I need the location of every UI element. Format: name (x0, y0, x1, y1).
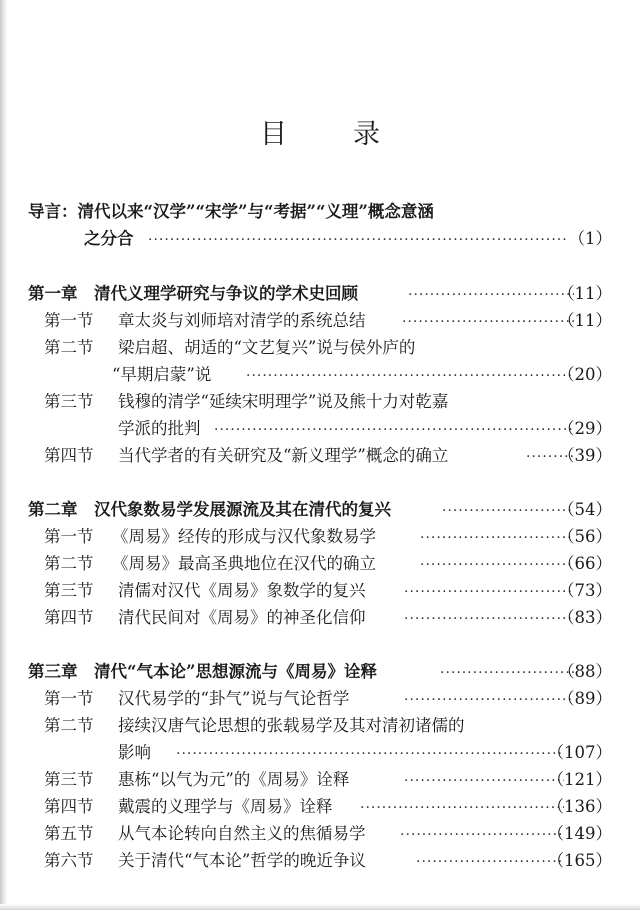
section-title-continued: 学派的批判 (118, 419, 201, 438)
page-number: （66） (558, 554, 612, 573)
toc-entry-section-continued[interactable] (0, 742, 640, 764)
toc-entry-chapter1[interactable] (0, 283, 640, 305)
page-number: （89） (558, 689, 612, 708)
toc-entry-chapter3[interactable] (0, 661, 640, 683)
toc-entry-section[interactable] (0, 715, 640, 737)
leader-dots (404, 688, 574, 710)
section-number: 第二节 (44, 716, 94, 735)
toc-entry-section[interactable] (0, 688, 640, 710)
toc-entry-section[interactable] (0, 310, 640, 332)
toc-entry-section[interactable] (0, 391, 640, 413)
leader-dots (420, 553, 574, 575)
chapter-title: 第三章 清代“气本论”思想源流与《周易》诠释 (28, 662, 377, 681)
section-number: 第三节 (44, 581, 94, 600)
leader-dots (442, 499, 574, 521)
page-number: （107） (547, 743, 612, 762)
page-number: （54） (558, 500, 612, 519)
section-title: 汉代易学的“卦气”说与气论哲学 (118, 689, 350, 708)
section-title: 当代学者的有关研究及“新义理学”概念的确立 (118, 446, 449, 465)
leader-dots (402, 310, 574, 332)
section-title: 梁启超、胡适的“文艺复兴”说与侯外庐的 (118, 338, 416, 357)
page-number: （121） (547, 770, 612, 789)
page-number: （149） (547, 824, 612, 843)
page-number: （11） (558, 284, 612, 303)
chapter-title: 第一章 清代义理学研究与争议的学术史回顾 (28, 284, 358, 303)
toc-entry-section-continued[interactable] (0, 418, 640, 440)
section-title: 接续汉唐气论思想的张载易学及其对清初诸儒的 (118, 716, 465, 735)
section-number: 第四节 (44, 608, 94, 627)
section-title: 清儒对汉代《周易》象数学的复兴 (118, 581, 366, 600)
leader-dots (420, 526, 574, 548)
section-number: 第五节 (44, 824, 94, 843)
page-number: （1） (568, 229, 612, 248)
toc-entry-chapter2[interactable] (0, 499, 640, 521)
page-number: （136） (547, 797, 612, 816)
section-title: 清代民间对《周易》的神圣化信仰 (118, 608, 366, 627)
section-number: 第四节 (44, 446, 94, 465)
toc-entry-section[interactable] (0, 445, 640, 467)
section-title: 戴震的义理学与《周易》诠释 (118, 797, 333, 816)
leader-dots (148, 228, 568, 250)
toc-entry-section[interactable] (0, 337, 640, 359)
section-title: 钱穆的清学“延续宋明理学”说及熊十力对乾嘉 (118, 392, 449, 411)
leader-dots (404, 769, 564, 791)
toc-entry-section[interactable] (0, 607, 640, 629)
section-title-continued: 影响 (118, 743, 151, 762)
section-title: 章太炎与刘师培对清学的系统总结 (118, 311, 366, 330)
leader-dots (400, 823, 564, 845)
page-number: （20） (558, 365, 612, 384)
leader-dots (214, 418, 574, 440)
section-title: 《周易》经传的形成与汉代象数易学 (112, 527, 376, 546)
title-char-1: 目 (260, 119, 287, 150)
page-number: （56） (558, 527, 612, 546)
intro-title-line1: 导言：清代以来“汉学”“宋学”与“考据”“义理”概念意涵 (28, 202, 434, 221)
toc-entry-section[interactable] (0, 850, 640, 872)
toc-entry-section[interactable] (0, 823, 640, 845)
leader-dots (404, 607, 574, 629)
page-number: （39） (558, 446, 612, 465)
toc-entry-section[interactable] (0, 526, 640, 548)
section-title: 从气本论转向自然主义的焦循易学 (118, 824, 366, 843)
leader-dots (246, 364, 574, 386)
leader-dots (360, 796, 564, 818)
section-title: 关于清代“气本论”哲学的晚近争议 (118, 851, 366, 870)
title-char-2: 录 (353, 119, 380, 150)
section-number: 第四节 (44, 797, 94, 816)
section-number: 第一节 (44, 311, 94, 330)
page-number: （83） (558, 608, 612, 627)
section-number: 第一节 (44, 527, 94, 546)
leader-dots (404, 580, 574, 602)
chapter-title: 第二章 汉代象数易学发展源流及其在清代的复兴 (28, 500, 391, 519)
leader-dots (408, 283, 574, 305)
section-number: 第二节 (44, 338, 94, 357)
page-number: （11） (558, 311, 612, 330)
leader-dots (176, 742, 564, 764)
section-number: 第一节 (44, 689, 94, 708)
leader-dots (440, 661, 574, 683)
toc-entry-section-continued[interactable] (0, 364, 640, 386)
section-number: 第六节 (44, 851, 94, 870)
intro-title-line2: 之分合 (84, 229, 134, 248)
toc-entry-intro[interactable] (0, 228, 640, 250)
page-number: （29） (558, 419, 612, 438)
leader-dots (416, 850, 564, 872)
section-number: 第三节 (44, 770, 94, 789)
section-number: 第二节 (44, 554, 94, 573)
page-number: （88） (558, 662, 612, 681)
page-number: （165） (547, 851, 612, 870)
toc-entry-section[interactable] (0, 580, 640, 602)
section-title: 《周易》最高圣典地位在汉代的确立 (112, 554, 376, 573)
page-bottom-edge (0, 904, 640, 910)
section-title-continued: “早期启蒙”说 (112, 365, 212, 384)
toc-entry-section[interactable] (0, 796, 640, 818)
page-number: （73） (558, 581, 612, 600)
toc-entry-section[interactable] (0, 769, 640, 791)
toc-entry-section[interactable] (0, 553, 640, 575)
section-title: 惠栋“以气为元”的《周易》诠释 (118, 770, 350, 789)
section-number: 第三节 (44, 392, 94, 411)
page-title (0, 112, 640, 151)
